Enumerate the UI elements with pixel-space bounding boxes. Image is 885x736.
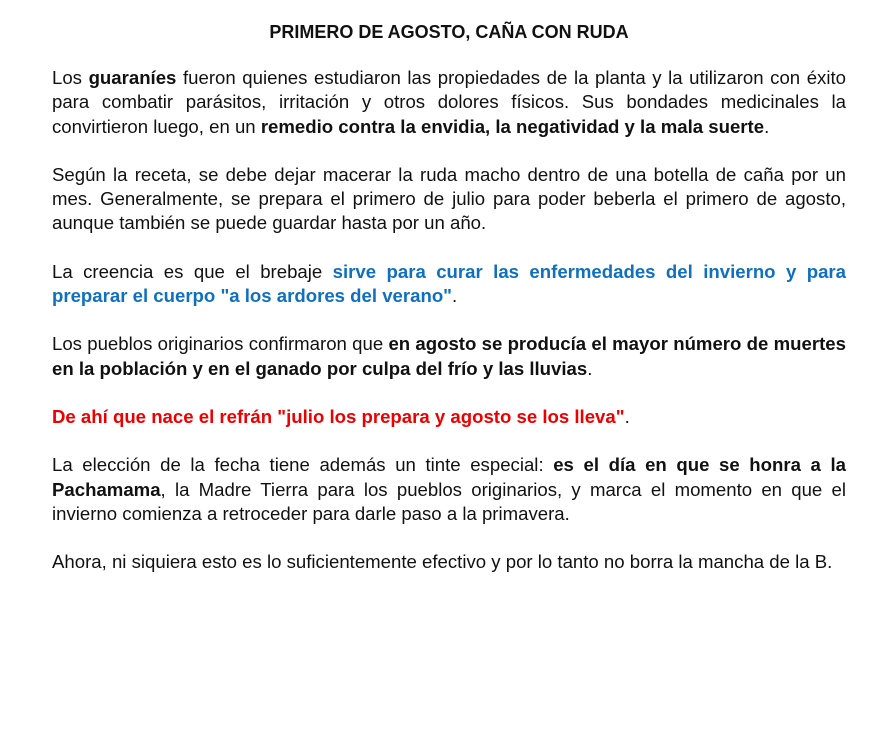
text: fueron quienes estudiaron las propiedades de la planta y la utilizaron con éxito para combatir parásitos, irritación y otros dolores físicos. Sus bondades medicinales la convirtieron luego, en un xyxy=(52,67,846,137)
bold-text: en agosto se producía el mayor número de muertes en la población y en el ganado por culpa del frío y las lluvias xyxy=(52,333,846,379)
text: . xyxy=(587,357,593,379)
red-highlight-text: De ahí que nace el refrán "julio los prepara y agosto se los lleva" xyxy=(52,405,625,427)
paragraph-receta: Según la receta, se debe dejar macerar la ruda macho dentro de una botella de caña por un mes. Generalmente, se prepara el primero de julio para poder beberla el primero de agosto, aunque también se puede guardar hasta por un año. xyxy=(52,163,846,234)
document-title: PRIMERO DE AGOSTO, CAÑA CON RUDA xyxy=(269,22,629,42)
paragraph-pachamama xyxy=(52,453,846,526)
document xyxy=(52,20,846,598)
paragraph-pueblos xyxy=(52,332,846,381)
paragraph-refran xyxy=(52,405,846,429)
paragraph-conclusion: Ahora, ni siquiera esto es lo suficientemente efectivo y por lo tanto no borra la mancha de la B. xyxy=(52,551,833,573)
paragraph-creencia xyxy=(52,260,846,309)
blue-highlight-text: sirve para curar las enfermedades del invierno y para preparar el cuerpo "a los ardores del verano" xyxy=(52,260,846,307)
bold-text: remedio contra la envidia, la negatividad y la mala suerte xyxy=(260,115,765,137)
text: Los xyxy=(52,67,89,88)
text: La elección de la fecha tiene además un tinte especial: xyxy=(52,454,554,476)
paragraph-guaranies xyxy=(52,66,846,139)
text: . xyxy=(452,285,458,307)
text: La creencia es que el brebaje xyxy=(52,260,333,282)
text: . xyxy=(764,115,770,137)
text: Los pueblos originarios confirmaron que xyxy=(52,333,389,355)
bold-text: es el día en que se honra a la Pachamama xyxy=(52,454,846,500)
text: . xyxy=(624,405,630,427)
bold-text: guaraníes xyxy=(88,67,177,88)
text: , la Madre Tierra para los pueblos originarios, y marca el momento en que el invierno comienza a retroceder para darle paso a la primavera. xyxy=(52,478,846,524)
